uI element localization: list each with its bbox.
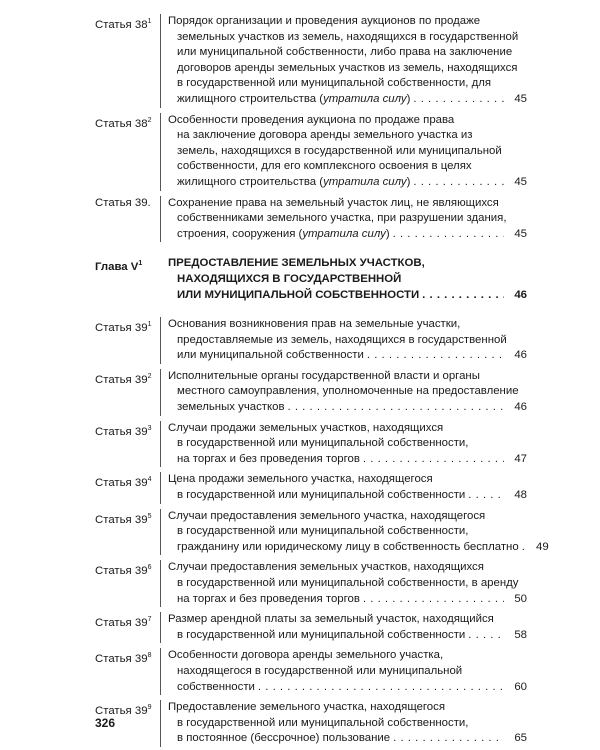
dot-leader	[468, 488, 504, 504]
entry-title-line: земель, находящихся в государственной или муниципальной	[177, 144, 502, 157]
entry-label	[95, 560, 160, 607]
entry-title-line	[177, 288, 419, 304]
article-entry	[95, 472, 527, 503]
dot-leader	[468, 628, 504, 644]
entry-title-line	[177, 348, 364, 364]
entry-label-text: Статья 39	[95, 616, 148, 629]
entry-page-number: 46	[514, 288, 527, 301]
entry-title	[160, 472, 527, 503]
entry-title-line	[177, 452, 360, 468]
entry-title	[160, 560, 527, 607]
entry-title-line: на заключение договора аренды земельного участка из	[177, 129, 473, 142]
entry-label-superscript: 6	[147, 564, 152, 572]
entry-label-superscript: 7	[147, 616, 152, 624]
entry-page-number: 58	[514, 628, 527, 641]
entry-title-line: Основания возникновения прав на земельные участки,	[168, 318, 461, 331]
article-entry	[95, 369, 527, 416]
entry-title-last-line	[168, 680, 527, 696]
entry-title-text: в государственной или муниципальной собственности	[177, 628, 466, 641]
entry-title-line: ПРЕДОСТАВЛЕНИЕ ЗЕМЕЛЬНЫХ УЧАСТКОВ,	[168, 257, 425, 270]
entry-title-text: жилищного строительства (	[177, 92, 324, 105]
entry-label-text: Статья 38	[95, 117, 148, 130]
dot-leader	[422, 288, 504, 304]
entry-title-line: Сохранение права на земельный участок лиц, не являющихся	[168, 196, 499, 209]
entry-label	[95, 648, 160, 695]
entry-title-line	[177, 400, 285, 416]
entry-title-line	[177, 175, 410, 191]
entry-title-line	[177, 227, 390, 243]
entry-gap	[95, 242, 527, 256]
entry-title-line: Размер арендной платы за земельный участок, находящийся	[168, 613, 494, 626]
entry-title-line: НАХОДЯЩИХСЯ В ГОСУДАРСТВЕННОЙ	[177, 272, 402, 285]
entry-label-superscript: 1	[138, 260, 143, 268]
entry-title-last-line	[168, 92, 527, 108]
entry-title-line: в государственной или муниципальной собственности,	[177, 525, 469, 538]
article-entry	[95, 113, 527, 191]
entry-label-text: Статья 39.	[95, 196, 151, 209]
dot-leader	[363, 452, 504, 468]
article-entry	[95, 509, 549, 556]
entry-label-superscript: 5	[147, 512, 152, 520]
entry-title-last-line	[168, 592, 527, 608]
article-entry	[95, 421, 527, 468]
entry-label-text: Статья 39	[95, 477, 148, 490]
dot-leader	[522, 540, 526, 556]
entry-title-last-line	[168, 540, 549, 556]
entry-title-line	[177, 488, 465, 504]
entry-label	[95, 472, 160, 503]
entry-label-superscript: 2	[147, 116, 152, 124]
entry-title-last-line	[168, 452, 527, 468]
entry-title	[160, 113, 527, 191]
entry-title-line: Предоставление земельного участка, находящегося	[168, 701, 446, 714]
entry-label-text: Статья 38	[95, 18, 148, 31]
entry-label-superscript: 9	[147, 704, 152, 712]
entry-title-text: на торгах и без проведения торгов	[177, 592, 360, 605]
article-entry	[95, 648, 527, 695]
entry-title	[160, 648, 527, 695]
entry-title	[160, 700, 527, 747]
entry-title-text: на торгах и без проведения торгов	[177, 452, 360, 465]
entry-title-text: земельных участков	[177, 401, 285, 414]
article-entry	[95, 196, 527, 243]
entry-label-text: Статья 39	[95, 704, 148, 717]
entry-title	[160, 612, 527, 643]
entry-label	[95, 113, 160, 191]
entry-title	[160, 256, 527, 303]
entry-title-line: собственниками земельного участка, при разрушении здания,	[177, 212, 507, 225]
entry-title	[160, 196, 527, 243]
entry-title-line: Порядок организации и проведения аукционов по продаже	[168, 15, 481, 27]
entry-title-line	[177, 628, 465, 644]
entry-label-text: Статья 39	[95, 321, 148, 334]
entry-label-text: Статья 39	[95, 513, 148, 526]
entry-title-last-line	[168, 348, 527, 364]
entry-label	[95, 421, 160, 468]
entry-page-number: 45	[514, 92, 527, 105]
entry-page-number: 46	[514, 401, 527, 414]
entry-title-line	[177, 592, 360, 608]
entry-label	[95, 369, 160, 416]
entry-title-line: Особенности договора аренды земельного участка,	[168, 649, 444, 662]
entry-title	[160, 317, 527, 364]
entry-title-line: в государственной или муниципальной собственности, в аренду	[177, 577, 519, 589]
entry-title-text: )	[385, 227, 390, 240]
article-entry	[95, 560, 527, 607]
entry-title-text: в государственной или муниципальной собственности	[177, 489, 466, 502]
entry-label-superscript: 2	[147, 372, 152, 380]
entry-page-number: 60	[514, 680, 527, 693]
entry-title-last-line	[168, 227, 527, 243]
entry-label-superscript: 8	[147, 652, 152, 660]
entry-title-line: находящегося в государственной или муниципальной	[177, 664, 463, 677]
entry-title-line: Исполнительные органы государственной власти и органы	[168, 369, 480, 382]
entry-label	[95, 317, 160, 364]
entry-title	[160, 421, 527, 468]
entry-page-number: 49	[536, 540, 549, 553]
entry-label-superscript: 1	[147, 18, 152, 25]
entry-title-last-line	[168, 288, 527, 304]
entry-page-number: 48	[514, 489, 527, 502]
entry-title-line: Случаи предоставления земельных участков, находящихся	[168, 561, 484, 574]
entry-title-line: Цена продажи земельного участка, находящегося	[168, 473, 433, 486]
entry-page-number: 47	[514, 452, 527, 465]
entry-title-text: в постоянное (бессрочное) пользование	[177, 732, 391, 745]
entry-title-line	[177, 680, 255, 696]
entry-page-number: 45	[514, 175, 527, 188]
entry-title-text: )	[406, 175, 411, 188]
entry-status-note: утратила силу	[302, 227, 386, 240]
dot-leader	[393, 227, 504, 243]
entry-label-text: Глава V	[95, 261, 139, 274]
entry-title-line: собственности, для его комплексного освоения в целях	[177, 160, 472, 173]
entry-title-text: жилищного строительства (	[177, 175, 324, 188]
entry-title-text: ИЛИ МУНИЦИПАЛЬНОЙ СОБСТВЕННОСТИ	[177, 288, 420, 301]
entry-gap	[95, 303, 527, 317]
entry-title-line: Особенности проведения аукциона по продаже права	[168, 113, 455, 126]
entry-title	[160, 509, 549, 556]
dot-leader	[363, 592, 504, 608]
entry-title-line: в государственной или муниципальной собственности, для	[177, 77, 492, 90]
article-entry	[95, 317, 527, 364]
dot-leader	[413, 92, 504, 108]
entry-label-superscript: 4	[147, 476, 152, 484]
entry-label-superscript: 1	[147, 321, 152, 329]
entry-label	[95, 196, 160, 243]
entry-title-line: в государственной или муниципальной собственности,	[177, 437, 469, 450]
entry-title-line	[177, 92, 410, 108]
entry-label-text: Статья 39	[95, 565, 148, 578]
entry-title-text: гражданину или юридическому лицу в собственность бесплатно	[177, 540, 519, 553]
entry-label-text: Статья 39	[95, 373, 148, 386]
entry-title-last-line	[168, 628, 527, 644]
entry-title-line: договоров аренды земельных участков из земель, находящихся	[177, 61, 518, 74]
entry-title-line: в государственной или муниципальной собственности,	[177, 716, 469, 729]
entry-title-line	[177, 731, 390, 747]
page-number: 326	[95, 716, 116, 730]
entry-page-number: 50	[514, 592, 527, 605]
entry-page-number: 46	[514, 349, 527, 362]
entry-status-note: утратила силу	[323, 92, 407, 105]
entry-status-note: утратила силу	[323, 175, 407, 188]
entry-label-text: Статья 39	[95, 653, 148, 666]
dot-leader	[393, 731, 504, 747]
entry-title-line: Случаи продажи земельных участков, находящихся	[168, 421, 444, 434]
entry-title-last-line	[168, 400, 527, 416]
entry-label	[95, 14, 160, 108]
dot-leader	[288, 400, 504, 416]
article-entry	[95, 612, 527, 643]
entry-title	[160, 14, 527, 108]
entry-label	[95, 256, 160, 303]
entry-title-last-line	[168, 731, 527, 747]
entry-title-last-line	[168, 175, 527, 191]
entry-label-text: Статья 39	[95, 425, 148, 438]
entry-title-line: земельных участков из земель, находящихся в государственной	[177, 30, 519, 43]
entry-title-text: строения, сооружения (	[177, 227, 303, 240]
entry-title-last-line	[168, 488, 527, 504]
dot-leader	[258, 680, 504, 696]
entry-title-line: предоставляемые из земель, находящихся в государственной	[177, 333, 507, 346]
chapter-entry	[95, 256, 527, 303]
entry-title-line: местного самоуправления, уполномоченные на предоставление	[177, 385, 519, 398]
entry-title-text: собственности	[177, 680, 255, 693]
entry-title-line	[177, 540, 519, 556]
entry-title-text: )	[406, 92, 411, 105]
entry-title	[160, 369, 527, 416]
dot-leader	[367, 348, 504, 364]
entry-title-line: Случаи предоставления земельного участка, находящегося	[168, 509, 486, 522]
article-entry	[95, 700, 527, 747]
entry-page-number: 65	[514, 732, 527, 745]
table-of-contents	[95, 14, 549, 747]
entry-label-superscript: 3	[147, 424, 152, 432]
dot-leader	[413, 175, 504, 191]
article-entry	[95, 14, 527, 108]
entry-title-text: или муниципальной собственности	[177, 349, 364, 362]
entry-title-line: или муниципальной собственности, либо права на заключение	[177, 46, 513, 59]
entry-page-number: 45	[514, 227, 527, 240]
entry-label	[95, 612, 160, 643]
entry-label	[95, 509, 160, 556]
